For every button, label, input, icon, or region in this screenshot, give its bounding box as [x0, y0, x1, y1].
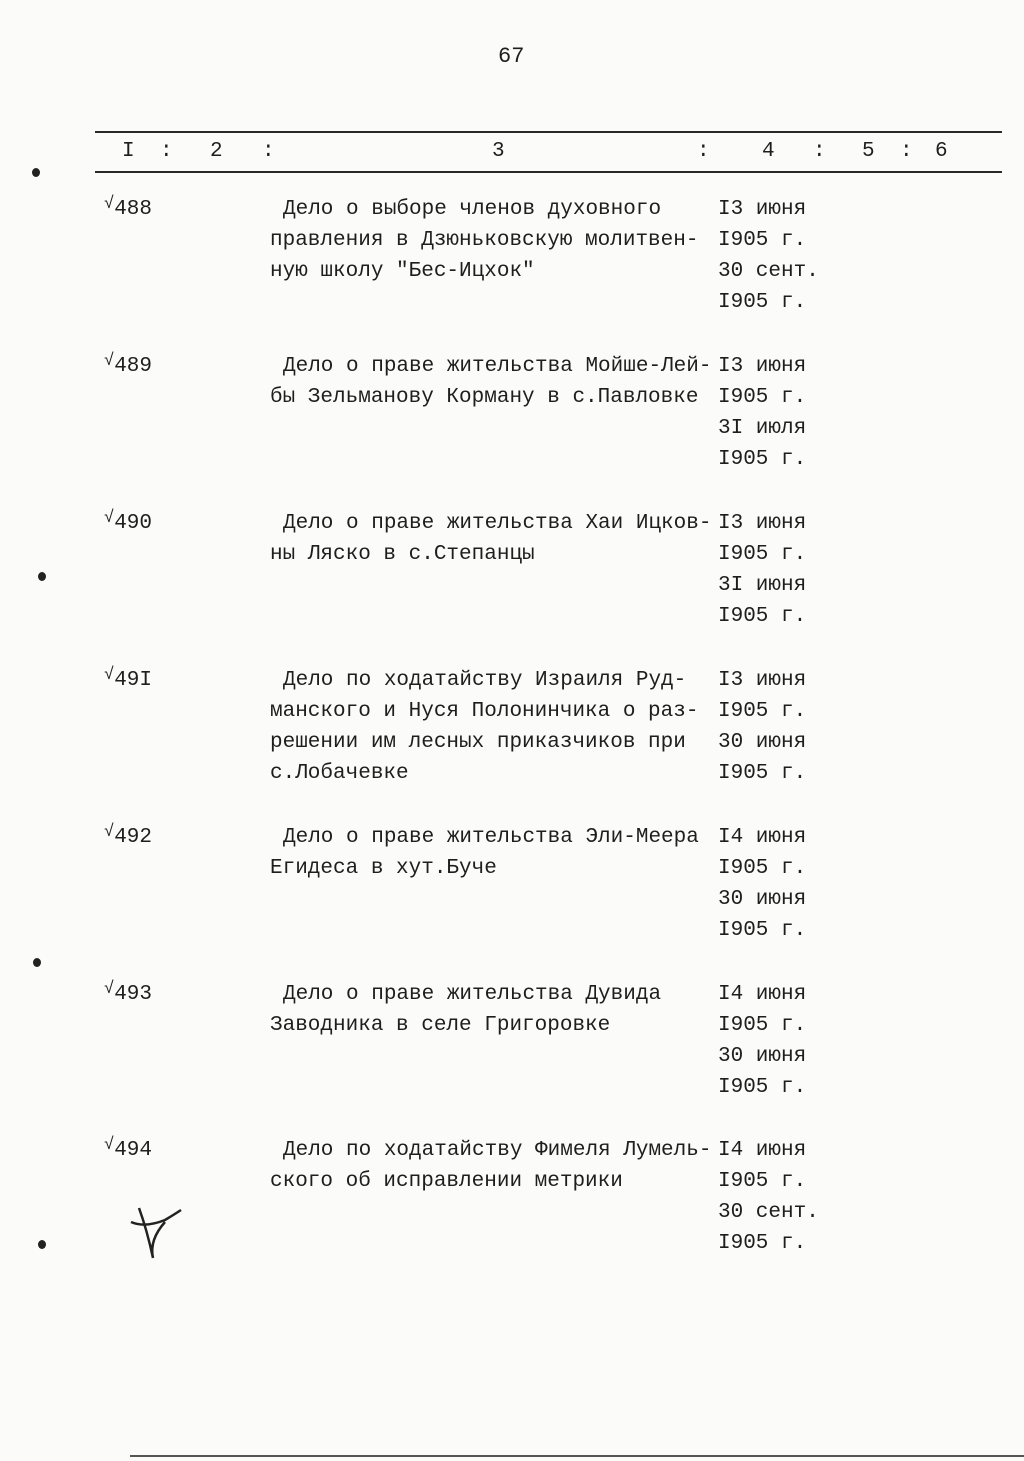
entry-date-line: I4 июня [718, 826, 807, 849]
entry-date-line: 30 сент. [718, 260, 819, 283]
entry-date-line: I905 г. [718, 1170, 807, 1193]
entry-date-line: 3I июля [718, 417, 807, 440]
checkmark-icon: √ [104, 666, 115, 685]
inventory-entry [0, 509, 1024, 652]
entry-date-line: I905 г. [718, 605, 807, 628]
page-number: 67 [498, 44, 525, 69]
entry-number [104, 195, 153, 221]
entry-title-line: Дело о праве жительства Эли-Меера [283, 826, 699, 849]
inventory-entry [0, 823, 1024, 966]
entry-number [104, 823, 153, 849]
entry-number-text: 49I [114, 669, 153, 692]
entry-date-line: 30 июня [718, 888, 807, 911]
inventory-entry [0, 195, 1024, 338]
entry-date-line: I905 г. [718, 291, 807, 314]
entry-date-line: I905 г. [718, 543, 807, 566]
entry-title-line: Заводника в селе Григоровке [270, 1014, 611, 1037]
entry-title-line: Дело о праве жительства Хаи Ицков- [283, 512, 712, 535]
entry-number-text: 492 [114, 826, 153, 849]
entry-date-line: 3I июня [718, 574, 807, 597]
entry-date-line: I905 г. [718, 1232, 807, 1255]
entry-date-line: I4 июня [718, 1139, 807, 1162]
entry-date-line: 30 июня [718, 731, 807, 754]
entry-title-line: правления в Дзюньковскую молитвен- [270, 229, 699, 252]
entry-title-line: с.Лобачевке [270, 762, 409, 785]
col-3-header: 3 [492, 140, 505, 163]
col-sep: : [262, 140, 275, 163]
entry-title-line: Егидеса в хут.Буче [270, 857, 497, 880]
entry-date-line: I905 г. [718, 1076, 807, 1099]
entry-date-line: I905 г. [718, 700, 807, 723]
entry-date-line: I3 июня [718, 198, 807, 221]
entry-number-text: 493 [114, 983, 153, 1006]
entry-number-text: 488 [114, 198, 153, 221]
entry-title-line: Дело по ходатайству Фимеля Лумель- [283, 1139, 712, 1162]
col-sep: : [900, 140, 913, 163]
entry-title-line: ны Ляско в с.Степанцы [270, 543, 535, 566]
checkmark-icon: √ [104, 195, 115, 214]
binder-hole-mark [38, 1240, 46, 1249]
entry-date-line: I905 г. [718, 1014, 807, 1037]
entry-date-line: 30 июня [718, 1045, 807, 1068]
entry-date-line: I905 г. [718, 857, 807, 880]
col-6-header: 6 [935, 140, 948, 163]
header-top-rule [95, 131, 1002, 133]
entry-title-line: решении им лесных приказчиков при [270, 731, 686, 754]
inventory-entry [0, 666, 1024, 809]
col-sep: : [697, 140, 710, 163]
entry-date-line: I3 июня [718, 512, 807, 535]
binder-hole-mark [33, 958, 41, 967]
entry-number [104, 1136, 153, 1162]
entry-number [104, 980, 153, 1006]
col-2-header: 2 [210, 140, 223, 163]
entry-date-line: I905 г. [718, 386, 807, 409]
entry-number-text: 494 [114, 1139, 153, 1162]
entry-date-line: I4 июня [718, 983, 807, 1006]
checkmark-icon: √ [104, 823, 115, 842]
entry-title-line: ского об исправлении метрики [270, 1170, 623, 1193]
bottom-edge-rule [130, 1455, 1024, 1457]
handwritten-mark [125, 1200, 185, 1264]
entry-title-line: манского и Нуся Полонинчика о раз- [270, 700, 699, 723]
col-1-header: I [122, 140, 135, 163]
entry-date-line: I3 июня [718, 355, 807, 378]
entry-date-line: 30 сент. [718, 1201, 819, 1224]
checkmark-icon: √ [104, 509, 115, 528]
inventory-entry [0, 352, 1024, 495]
entry-title-line: бы Зельманову Корману в с.Павловке [270, 386, 699, 409]
entry-title-line: Дело о праве жительства Дувида [283, 983, 662, 1006]
entry-date-line: I905 г. [718, 762, 807, 785]
col-sep: : [813, 140, 826, 163]
col-5-header: 5 [862, 140, 875, 163]
checkmark-icon: √ [104, 1136, 115, 1155]
col-4-header: 4 [762, 140, 775, 163]
entry-number [104, 352, 153, 378]
entry-number-text: 489 [114, 355, 153, 378]
entry-title-line: Дело по ходатайству Израиля Руд- [283, 669, 687, 692]
entry-number [104, 666, 153, 692]
entry-title-line: Дело о выборе членов духовного [283, 198, 662, 221]
entry-number-text: 490 [114, 512, 153, 535]
entry-title-line: Дело о праве жительства Мойше-Лей- [283, 355, 712, 378]
entry-date-line: I3 июня [718, 669, 807, 692]
binder-hole-mark [32, 168, 40, 177]
checkmark-icon: √ [104, 980, 115, 999]
binder-hole-mark [38, 572, 46, 581]
inventory-entry [0, 980, 1024, 1123]
header-bottom-rule [95, 171, 1002, 173]
entry-date-line: I905 г. [718, 448, 807, 471]
entry-date-line: I905 г. [718, 919, 807, 942]
col-sep: : [160, 140, 173, 163]
entry-title-line: ную школу "Бес-Ицхок" [270, 260, 535, 283]
entry-number [104, 509, 153, 535]
checkmark-icon: √ [104, 352, 115, 371]
entry-date-line: I905 г. [718, 229, 807, 252]
